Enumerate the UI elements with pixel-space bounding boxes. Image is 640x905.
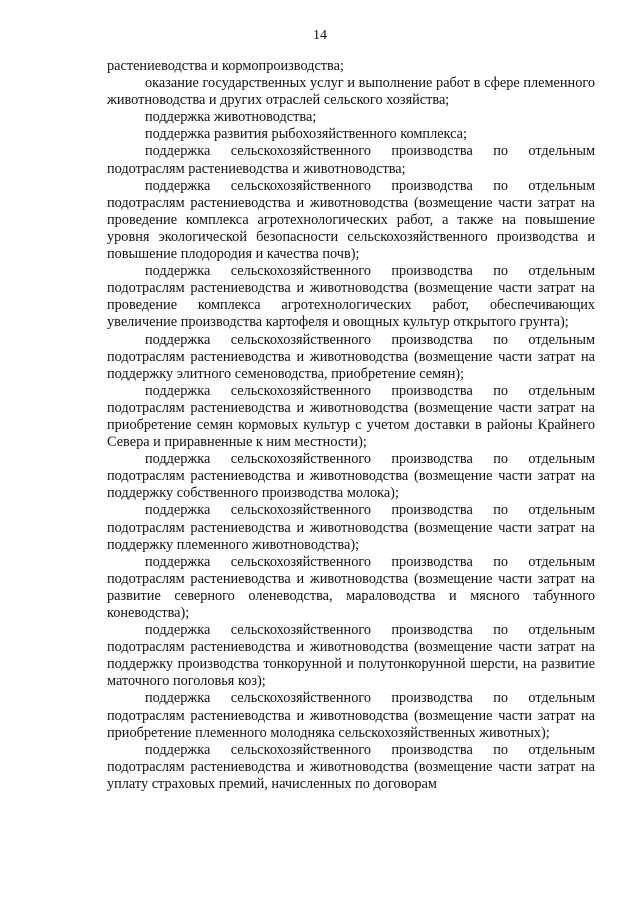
paragraph-13: поддержка сельскохозяйственного производства по отдельным подотраслям растениеводства и животноводства (возмещение части затрат на поддержку производства тонкорунной и полутонкорунной шерсти, на развитие маточного поголовья коз); [107,622,595,690]
paragraph-3: поддержка животноводства; [145,109,317,126]
paragraph-8: поддержка сельскохозяйственного производства по отдельным подотраслям растениеводства и животноводства (возмещение части затрат на поддержку элитного семеноводства, приобретение семян); [107,331,595,382]
paragraph-1: растениеводства и кормопроизводства; [107,58,344,74]
paragraph-7: поддержка сельскохозяйственного производства по отдельным подотраслям растениеводства и животноводства (возмещение части затрат на проведение комплекса агротехнологических работ, обеспечивающих увеличение производства картофеля и овощных культур открытого грунта); [107,263,595,331]
paragraph-2: оказание государственных услуг и выполнение работ в сфере племенного животноводства и других отраслей сельского хозяйства; [107,75,595,109]
page-number: 14 [313,28,327,43]
paragraph-14: поддержка сельскохозяйственного производства по отдельным подотраслям растениеводства и животноводства (возмещение части затрат на приобретение племенного молодняка сельскохозяйственных животных); [107,690,595,741]
paragraph-15: поддержка сельскохозяйственного производства по отдельным подотраслям растениеводства и животноводства (возмещение части затрат на уплату страховых премий, начисленных по договорам [107,741,595,792]
paragraph-10: поддержка сельскохозяйственного производства по отдельным подотраслям растениеводства и животноводства (возмещение части затрат на поддержку собственного производства молока); [107,451,595,502]
paragraph-6: поддержка сельскохозяйственного производства по отдельным подотраслям растениеводства и животноводства (возмещение части затрат на проведение комплекса агротехнологических работ, а также на повышение уровня экологической безопасности сельскохозяйственного производства и повышение плодородия и качества почв); [107,177,595,263]
paragraph-4: поддержка развития рыбохозяйственного комплекса; [145,126,467,143]
paragraph-9: поддержка сельскохозяйственного производства по отдельным подотраслям растениеводства и животноводства (возмещение части затрат на приобретение семян кормовых культур с учетом доставки в районы Крайнего Севера и приравненные к ним местности); [107,382,595,451]
body-text [107,58,595,793]
paragraph-11: поддержка сельскохозяйственного производства по отдельным подотраслям растениеводства и животноводства (возмещение части затрат на поддержку племенного животноводства); [107,502,595,553]
paragraph-12: поддержка сельскохозяйственного производства по отдельным подотраслям растениеводства и животноводства (возмещение части затрат на развитие северного оленеводства, мараловодства и мясного табунного коневодства); [107,553,595,621]
paragraph-5: поддержка сельскохозяйственного производства по отдельным подотраслям растениеводства и животноводства; [107,143,595,177]
